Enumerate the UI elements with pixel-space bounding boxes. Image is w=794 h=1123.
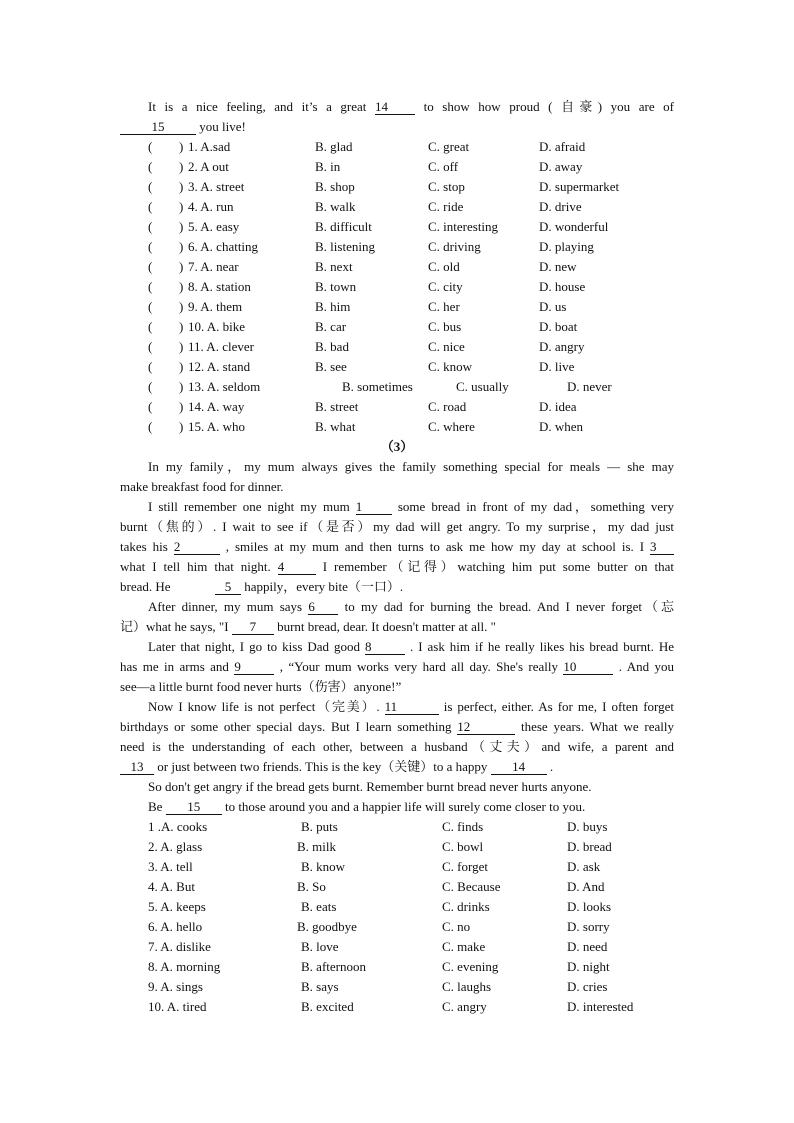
blank-4: 4 (278, 560, 316, 575)
option2-14-c: C. road (428, 399, 467, 414)
text: , smiles at my mum and then turns to ask me how my day at school is. I (225, 539, 645, 554)
option2-5-c: C. interesting (428, 219, 499, 234)
option2-5-paren: ( (148, 219, 153, 234)
blank-2: 2 (174, 540, 220, 555)
blank-13: 13 (120, 760, 154, 775)
option2-2-c: C. off (428, 159, 459, 174)
option2-11-close: ) (179, 339, 184, 354)
text: happily，every bite（一口）. (244, 579, 404, 594)
option2-10-d: D. boat (539, 319, 578, 334)
option2-4-c: C. ride (428, 199, 464, 214)
text: to show how proud ( 自豪) you are of (423, 99, 674, 114)
option2-9-paren: ( (148, 299, 153, 314)
option2-14-b: B. street (315, 399, 359, 414)
option3-5-d: D. looks (567, 899, 612, 914)
para5-line-3: need is the understanding of each other, between a husband（丈夫）and wife, a parent and (120, 739, 674, 754)
blank-9: 9 (234, 660, 274, 675)
para2-line-4 (120, 557, 674, 577)
option2-1-b: B. glad (315, 139, 353, 154)
option2-9-d: D. us (539, 299, 567, 314)
blank-10: 10 (563, 660, 613, 675)
option2-9-a: 9. A. them (188, 299, 243, 314)
option2-7-a: 7. A. near (188, 259, 239, 274)
option2-13-close: ) (179, 379, 184, 394)
text: to those around you and a happier life will surely come closer to you. (224, 799, 586, 814)
option2-15-d: D. when (539, 419, 584, 434)
option3-9-c: C. laughs (442, 979, 492, 994)
option2-4-b: B. walk (315, 199, 356, 214)
option3-1-a: 1 .A. cooks (148, 819, 208, 834)
para2-line-1 (148, 497, 674, 517)
option3-7-b: B. love (301, 939, 339, 954)
option3-9-b: B. says (301, 979, 339, 994)
option2-7-d: D. new (539, 259, 577, 274)
option3-10-d: D. interested (567, 999, 634, 1014)
option3-1-b: B. puts (301, 819, 338, 834)
option2-5-b: B. difficult (315, 219, 372, 234)
text: . I ask him if he really likes his bread burnt. He (409, 639, 675, 654)
blank-5: 5 (215, 580, 241, 595)
text: is perfect, either. As for me, I often forget (443, 699, 675, 714)
text: you live! (199, 119, 246, 134)
blank-15-s3: 15 (166, 800, 222, 815)
option3-2-b: B. milk (297, 839, 337, 854)
text: or just between two friends. This is the key（关键）to a happy (157, 759, 488, 774)
text: Now I know life is not perfect（完美）. (148, 699, 380, 714)
text: birthdays or some other special days. But I learn something (120, 719, 452, 734)
option2-3-close: ) (179, 179, 184, 194)
para2-line-3 (120, 537, 674, 557)
option2-6-a: 6. A. chatting (188, 239, 259, 254)
text: some bread in front of my dad，something very (397, 499, 675, 514)
option3-2-c: C. bowl (442, 839, 484, 854)
blank-1: 1 (356, 500, 392, 515)
option3-10-a: 10. A. tired (148, 999, 207, 1014)
text: takes his (120, 539, 168, 554)
text: 记）what he says, "I (120, 619, 229, 634)
blank-14-s3: 14 (491, 760, 547, 775)
option2-8-a: 8. A. station (188, 279, 251, 294)
option3-6-a: 6. A. hello (148, 919, 203, 934)
option2-15-c: C. where (428, 419, 475, 434)
option2-15-b: B. what (315, 419, 356, 434)
option2-11-c: C. nice (428, 339, 465, 354)
option2-2-b: B. in (315, 159, 341, 174)
text: . And you (618, 659, 674, 674)
option3-8-c: C. evening (442, 959, 499, 974)
option3-4-d: D. And (567, 879, 605, 894)
option3-10-c: C. angry (442, 999, 487, 1014)
para5-line-1 (148, 697, 674, 717)
option3-7-c: C. make (442, 939, 486, 954)
option3-3-b: B. know (301, 859, 346, 874)
option2-1-c: C. great (428, 139, 470, 154)
option2-10-a: 10. A. bike (188, 319, 246, 334)
text: has me in arms and (120, 659, 229, 674)
option2-2-close: ) (179, 159, 184, 174)
option3-1-c: C. finds (442, 819, 484, 834)
option2-11-b: B. bad (315, 339, 349, 354)
option2-7-close: ) (179, 259, 184, 274)
text: . (549, 759, 554, 774)
option2-9-b: B. him (315, 299, 351, 314)
para5-line-4 (120, 757, 674, 777)
option3-1-d: D. buys (567, 819, 608, 834)
option3-9-a: 9. A. sings (148, 979, 203, 994)
option3-6-b: B. goodbye (297, 919, 357, 934)
text: , “Your mum works very hard all day. She's really (279, 659, 559, 674)
option2-12-a: 12. A. stand (188, 359, 251, 374)
option2-8-close: ) (179, 279, 184, 294)
blank-3: 3 (650, 540, 674, 555)
option2-3-d: D. supermarket (539, 179, 620, 194)
passage2-line-2 (120, 117, 674, 137)
para4-line-1 (148, 637, 674, 657)
option2-13-a: 13. A. seldom (188, 379, 261, 394)
option2-1-paren: ( (148, 139, 153, 154)
option2-3-paren: ( (148, 179, 153, 194)
option2-12-d: D. live (539, 359, 575, 374)
option3-4-c: C. Because (442, 879, 501, 894)
option3-7-d: D. need (567, 939, 608, 954)
option2-15-a: 15. A. who (188, 419, 246, 434)
option2-13-b: B. sometimes (342, 379, 413, 394)
option2-4-d: D. drive (539, 199, 582, 214)
option2-5-close: ) (179, 219, 184, 234)
option2-10-paren: ( (148, 319, 153, 334)
option2-6-paren: ( (148, 239, 153, 254)
text: bread. He (120, 579, 171, 594)
option2-3-c: C. stop (428, 179, 465, 194)
option2-2-d: D. away (539, 159, 583, 174)
option3-9-d: D. cries (567, 979, 608, 994)
option2-15-close: ) (179, 419, 184, 434)
option2-4-close: ) (179, 199, 184, 214)
option2-12-close: ) (179, 359, 184, 374)
option2-7-c: C. old (428, 259, 460, 274)
para3-line-1 (148, 597, 674, 617)
text: these years. What we really (520, 719, 675, 734)
para2-line-5 (120, 577, 674, 597)
blank-15: 15 (120, 120, 196, 135)
option2-1-d: D. afraid (539, 139, 586, 154)
option3-3-c: C. forget (442, 859, 488, 874)
option2-9-c: C. her (428, 299, 460, 314)
option2-10-c: C. bus (428, 319, 462, 334)
para3-line-2 (120, 617, 674, 637)
option2-13-d: D. never (567, 379, 612, 394)
option2-7-paren: ( (148, 259, 153, 274)
option2-11-d: D. angry (539, 339, 585, 354)
option2-8-d: D. house (539, 279, 586, 294)
text: I still remember one night my mum (148, 499, 350, 514)
option2-7-b: B. next (315, 259, 353, 274)
option2-8-paren: ( (148, 279, 153, 294)
para4-line-2 (120, 657, 674, 677)
passage2-line-1 (148, 97, 674, 117)
option2-12-paren: ( (148, 359, 153, 374)
blank-6: 6 (308, 600, 338, 615)
text: Be (148, 799, 163, 814)
blank-14: 14 (375, 100, 415, 115)
option2-13-c: C. usually (456, 379, 509, 394)
option2-3-a: 3. A. street (188, 179, 245, 194)
option2-10-b: B. car (315, 319, 347, 334)
option2-8-b: B. town (315, 279, 357, 294)
option2-6-close: ) (179, 239, 184, 254)
option2-15-paren: ( (148, 419, 153, 434)
blank-7: 7 (232, 620, 274, 635)
option2-4-a: 4. A. run (188, 199, 234, 214)
option2-6-c: C. driving (428, 239, 481, 254)
text: to my dad for burning the bread. And I never forget（忘 (344, 599, 675, 614)
option3-5-a: 5. A. keeps (148, 899, 206, 914)
para2-line-2: burnt（焦的）. I wait to see if（是否）my dad will get angry. To my surprise，my dad just (120, 519, 674, 534)
option3-5-b: B. eats (301, 899, 337, 914)
option2-9-close: ) (179, 299, 184, 314)
para1-line-1: In my family，my mum always gives the family something special for meals — she may (148, 459, 674, 474)
option3-8-d: D. night (567, 959, 610, 974)
option3-7-a: 7. A. dislike (148, 939, 211, 954)
blank-8: 8 (365, 640, 405, 655)
option2-1-a: 1. A.sad (188, 139, 231, 154)
option3-3-a: 3. A. tell (148, 859, 193, 874)
option2-2-paren: ( (148, 159, 153, 174)
option2-14-close: ) (179, 399, 184, 414)
para4-line-3: see—a little burnt food never hurts（伤害）anyone!” (120, 679, 402, 694)
option2-6-d: D. playing (539, 239, 594, 254)
option2-14-d: D. idea (539, 399, 577, 414)
option2-4-paren: ( (148, 199, 153, 214)
option3-2-a: 2. A. glass (148, 839, 203, 854)
blank-12: 12 (457, 720, 515, 735)
para6-line: So don't get angry if the bread gets burnt. Remember burnt bread never hurts anyone. (148, 779, 592, 794)
option3-8-a: 8. A. morning (148, 959, 221, 974)
para5-line-2 (120, 717, 674, 737)
option3-5-c: C. drinks (442, 899, 490, 914)
option2-6-b: B. listening (315, 239, 375, 254)
option3-2-d: D. bread (567, 839, 612, 854)
blank-11: 11 (385, 700, 439, 715)
option2-2-a: 2. A out (188, 159, 229, 174)
option3-10-b: B. excited (301, 999, 354, 1014)
text: Later that night, I go to kiss Dad good (148, 639, 360, 654)
option3-6-c: C. no (442, 919, 471, 934)
text: what I tell him that night. (120, 559, 271, 574)
option3-8-b: B. afternoon (301, 959, 366, 974)
option2-14-a: 14. A. way (188, 399, 245, 414)
text: burnt bread, dear. It doesn't matter at all. " (277, 619, 496, 634)
option2-3-b: B. shop (315, 179, 355, 194)
option2-5-d: D. wonderful (539, 219, 609, 234)
option2-12-c: C. know (428, 359, 473, 374)
text: After dinner, my mum says (148, 599, 303, 614)
option3-6-d: D. sorry (567, 919, 610, 934)
option2-12-b: B. see (315, 359, 347, 374)
option2-14-paren: ( (148, 399, 153, 414)
option3-4-a: 4. A. But (148, 879, 195, 894)
option2-5-a: 5. A. easy (188, 219, 240, 234)
option2-11-a: 11. A. clever (188, 339, 254, 354)
option2-10-close: ) (179, 319, 184, 334)
option2-11-paren: ( (148, 339, 153, 354)
option2-1-close: ) (179, 139, 184, 154)
option2-13-paren: ( (148, 379, 153, 394)
option3-4-b: B. So (297, 879, 326, 894)
text: I remember（记得）watching him put some butter on that (322, 559, 674, 574)
para1-line-2: make breakfast food for dinner. (120, 479, 284, 494)
option2-8-c: C. city (428, 279, 463, 294)
text: It is a nice feeling, and it’s a great (148, 99, 367, 114)
para7-line (148, 797, 674, 817)
option3-3-d: D. ask (567, 859, 601, 874)
section-heading: （3） (380, 439, 414, 454)
